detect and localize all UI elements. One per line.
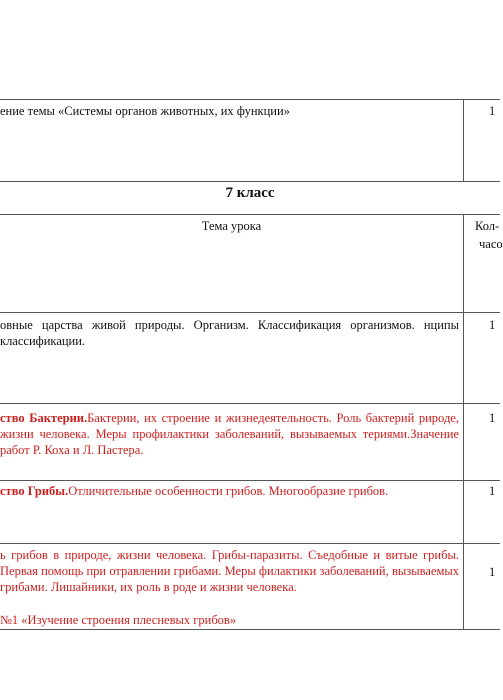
hours-cell: 1	[489, 104, 496, 118]
table-border-top	[0, 99, 500, 100]
section-title: ство Бактерии.	[0, 411, 88, 425]
hours-cell: 1	[489, 484, 496, 498]
hours-column-header-line2: часо	[479, 237, 503, 251]
hours-column-header: Кол-	[475, 219, 500, 233]
table-border	[0, 312, 500, 313]
topic-column-header: Тема урока	[201, 219, 262, 233]
column-divider	[463, 214, 464, 630]
table-border	[0, 214, 500, 215]
section-title: ство Грибы.	[0, 484, 69, 498]
hours-cell: 1	[489, 318, 496, 332]
lab-work: №1 «Изучение строения плесневых грибов»	[0, 613, 237, 627]
hours-cell: 1	[489, 411, 496, 425]
table-border-bottom	[0, 629, 500, 630]
grade-heading: 7 класс	[225, 185, 275, 201]
lesson-topic	[0, 410, 459, 458]
lesson-description: Бактерии, их строение и жизнедеятельность. Роль бактерий рироде, жизни человека. Меры профилактики заболеваний, вызываемых териями.Значение работ Р. Коха и Л. Пастера.	[0, 411, 459, 457]
lesson-topic-prev: ение темы «Системы органов животных, их функции»	[0, 104, 290, 118]
lesson-topic	[0, 483, 459, 499]
lesson-topic: овные царства живой природы. Организм. Классификация организмов. нципы классификации.	[0, 318, 459, 348]
hours-cell: 1	[489, 565, 496, 579]
table-border	[0, 480, 500, 481]
table-border	[0, 181, 500, 182]
table-border	[0, 403, 500, 404]
column-divider	[463, 99, 464, 182]
lesson-description: Отличительные особенности грибов. Многообразие грибов.	[68, 484, 389, 498]
table-border	[0, 543, 500, 544]
lesson-topic: ь грибов в природе, жизни человека. Грибы-паразиты. Съедобные и витые грибы. Первая помощь при отравлении грибами. Меры филактики заболеваний, вызываемых грибами. Лишайники, их роль в роде и жизни человека.	[0, 548, 459, 594]
